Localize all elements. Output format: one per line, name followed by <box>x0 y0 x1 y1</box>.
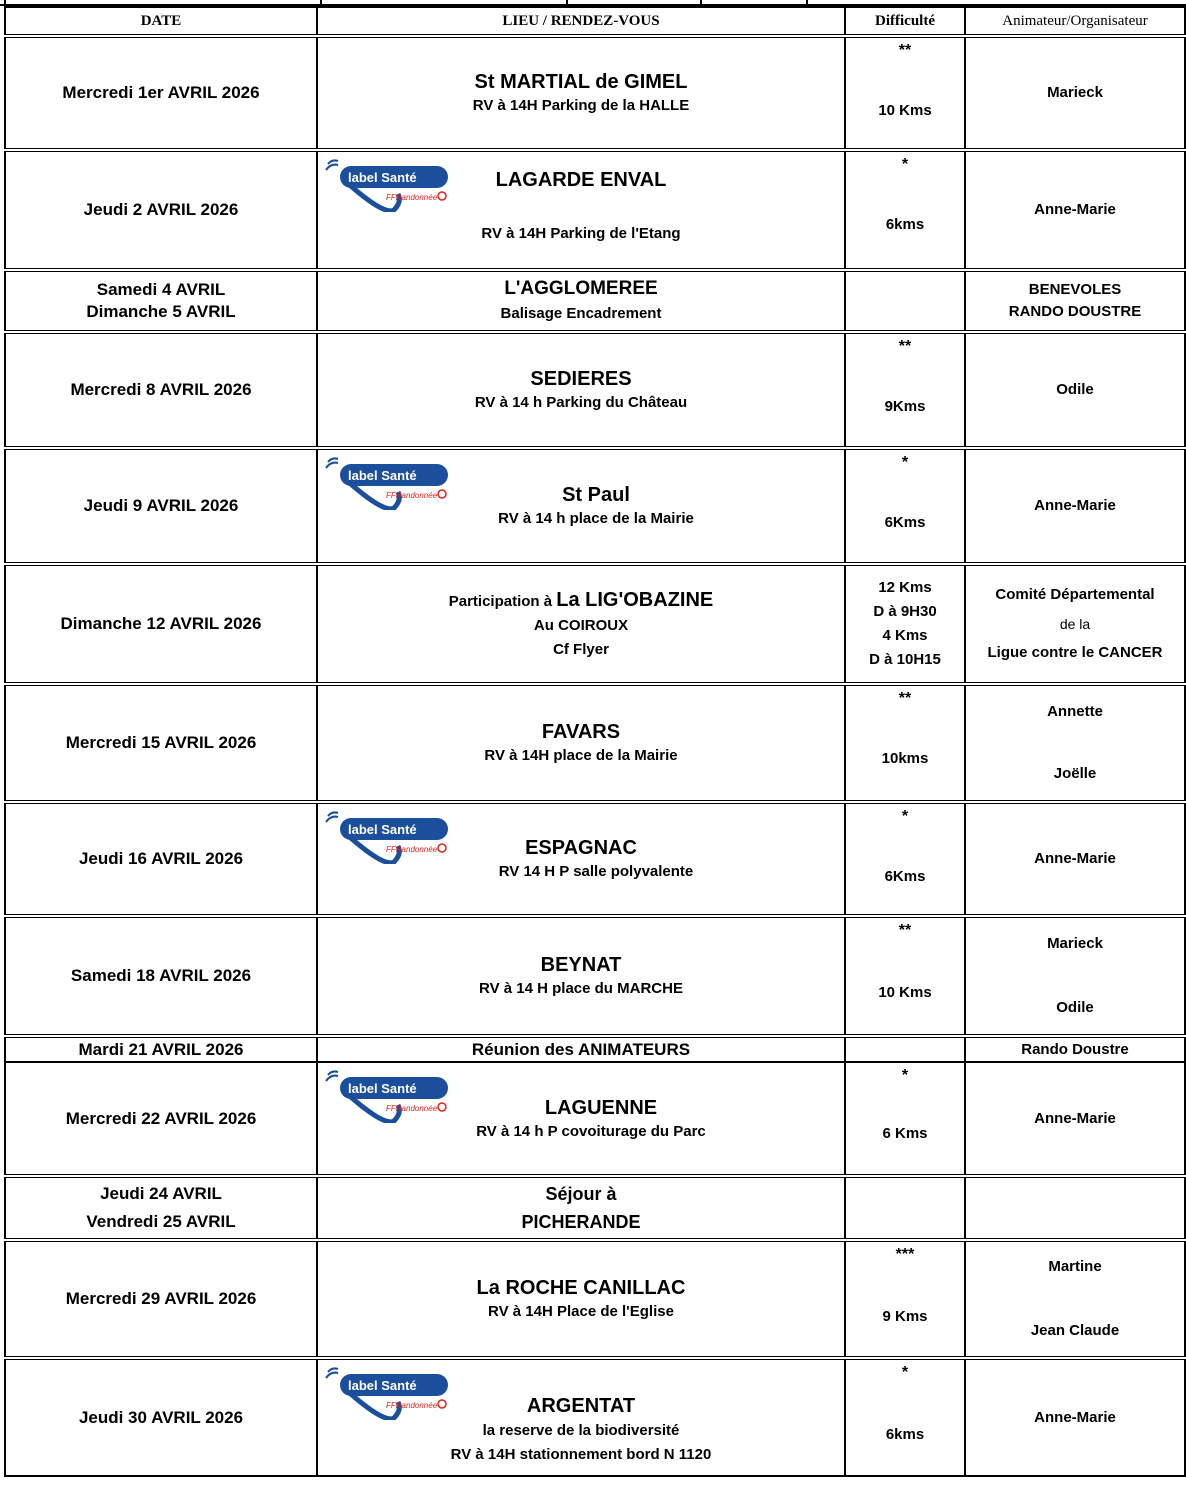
date-cell <box>5 802 317 916</box>
animateur-name: Marieck <box>1047 935 1103 952</box>
lieu-cell <box>317 802 845 916</box>
date-cell <box>5 36 317 150</box>
date-text: Mercredi 1er AVRIL 2026 <box>62 83 260 102</box>
difficulty-cell <box>845 916 965 1036</box>
header-date: DATE <box>5 7 317 36</box>
animateur-name: Anne-Marie <box>1034 1408 1116 1426</box>
label-sante-logo <box>324 456 454 510</box>
difficulty-cell <box>845 802 965 916</box>
rendezvous-text: RV à 14H Place de l'Eglise <box>488 1303 674 1320</box>
distance-text: 6 Kms <box>882 1125 928 1142</box>
rendezvous-text: RV à 14H Parking de l'Etang <box>481 225 681 242</box>
date-cell <box>5 564 317 684</box>
animateur-name: Joëlle <box>1053 765 1097 782</box>
table-row <box>5 270 1185 332</box>
date-cell <box>5 1036 317 1062</box>
animateur-name: Anne-Marie <box>1034 1109 1116 1127</box>
rendezvous-text: RV 14 H P salle polyvalente <box>498 863 694 880</box>
table-row <box>5 564 1185 684</box>
lieu-cell <box>317 564 845 684</box>
place-name: St Paul <box>562 484 630 506</box>
distance-text: 6kms <box>885 1426 925 1443</box>
logo-text: label Santé <box>348 822 417 837</box>
difficulty-cell <box>845 332 965 448</box>
animateur-name: Jean Claude <box>1030 1322 1120 1339</box>
lieu-cell <box>317 270 845 332</box>
date-text: Mercredi 15 AVRIL 2026 <box>65 733 257 752</box>
date-cell <box>5 1358 317 1476</box>
difficulty-cell <box>845 36 965 150</box>
animateur-cell <box>965 564 1185 684</box>
logo-subtext: FFRandonnée <box>386 1104 438 1113</box>
difficulty-cell <box>845 684 965 802</box>
distance-text: 6Kms <box>884 514 926 531</box>
table-row <box>5 684 1185 802</box>
lieu-cell <box>317 332 845 448</box>
date-text: Mardi 21 AVRIL 2026 <box>78 1039 244 1059</box>
header-row <box>5 7 1185 36</box>
difficulty-stars: *** <box>895 1246 915 1263</box>
animateur-cell <box>965 150 1185 270</box>
place-name: ARGENTAT <box>526 1394 636 1417</box>
rendezvous-text: Balisage Encadrement <box>500 305 662 322</box>
difficulty-stars: ** <box>898 338 912 355</box>
place-name: Réunion des ANIMATEURS <box>471 1039 691 1059</box>
label-sante-logo <box>324 810 454 864</box>
animateur-name: Annette <box>1047 703 1103 720</box>
animateur-cell <box>965 916 1185 1036</box>
animateur-cell <box>965 1036 1185 1062</box>
animateur-cell <box>965 270 1185 332</box>
animateur-cell <box>965 1358 1185 1476</box>
animateur-name: Marieck <box>1047 84 1103 101</box>
date-text: Vendredi 25 AVRIL <box>86 1212 236 1231</box>
lieu-cell <box>317 1240 845 1358</box>
place-name: FAVARS <box>541 721 621 743</box>
animateur-cell <box>965 36 1185 150</box>
difficulty-cell <box>845 1358 965 1476</box>
difficulty-cell <box>845 564 965 684</box>
logo-subtext: FFRandonnée <box>386 1401 438 1410</box>
table-row <box>5 802 1185 916</box>
rendezvous-text: RV à 14 H place du MARCHE <box>479 980 683 997</box>
date-text: Samedi 18 AVRIL 2026 <box>70 966 252 985</box>
date-cell <box>5 684 317 802</box>
date-cell <box>5 448 317 564</box>
lieu-cell <box>317 684 845 802</box>
place-name: L'AGGLOMEREE <box>504 278 658 299</box>
difficulty-line: D à 9H30 <box>873 603 937 620</box>
animateur-name: Anne-Marie <box>1034 201 1116 218</box>
animateur-cell <box>965 802 1185 916</box>
date-cell <box>5 1176 317 1240</box>
rendezvous-note: RV à 14H stationnement bord N 1120 <box>450 1445 712 1463</box>
date-cell <box>5 332 317 448</box>
place-name: SEDIERES <box>530 368 632 390</box>
difficulty-cell <box>845 1176 965 1240</box>
logo-subtext: FFRandonnée <box>386 193 438 202</box>
animateur-name: Odile <box>1056 381 1094 398</box>
table-row <box>5 1240 1185 1358</box>
animateur-cell <box>965 684 1185 802</box>
difficulty-stars: * <box>901 808 909 825</box>
distance-text: 9 Kms <box>882 1308 928 1325</box>
lieu-cell <box>317 916 845 1036</box>
difficulty-line: 12 Kms <box>878 579 932 596</box>
rendezvous-text: RV à 14 h P covoiturage du Parc <box>476 1122 706 1140</box>
date-cell <box>5 1062 317 1176</box>
place-name: St MARTIAL de GIMEL <box>474 71 688 93</box>
difficulty-cell <box>845 1062 965 1176</box>
rendezvous-text: RV à 14 h Parking du Château <box>474 394 688 411</box>
animateur-cell <box>965 1062 1185 1176</box>
place-name: BEYNAT <box>540 954 622 976</box>
table-row <box>5 332 1185 448</box>
date-text: Samedi 4 AVRIL <box>96 280 226 299</box>
lieu-cell <box>317 1062 845 1176</box>
date-text: Jeudi 30 AVRIL 2026 <box>78 1407 244 1427</box>
animateur-line: Comité Départemental <box>995 586 1155 603</box>
table-row <box>5 1062 1185 1176</box>
animateur-name: BENEVOLES <box>1028 281 1122 298</box>
difficulty-stars: ** <box>898 922 912 939</box>
place-name: LAGUENNE <box>544 1096 658 1119</box>
logo-text: label Santé <box>348 170 417 185</box>
lieu-cell <box>317 1358 845 1476</box>
place-name: La LIG'OBAZINE <box>556 588 714 611</box>
header-animateur: Animateur/Organisateur <box>965 7 1185 36</box>
difficulty-line: 4 Kms <box>882 627 928 644</box>
logo-subtext: FFRandonnée <box>386 491 438 500</box>
animateur-cell <box>965 448 1185 564</box>
logo-text: label Santé <box>348 1081 417 1096</box>
date-text: Dimanche 12 AVRIL 2026 <box>60 614 262 633</box>
date-cell <box>5 150 317 270</box>
place-name: La ROCHE CANILLAC <box>476 1277 686 1299</box>
lieu-cell <box>317 36 845 150</box>
animateur-line: de la <box>1059 616 1091 632</box>
table-row <box>5 36 1185 150</box>
logo-text: label Santé <box>348 468 417 483</box>
distance-text: 10 Kms <box>878 102 932 119</box>
rendezvous-text: RV à 14H Parking de la HALLE <box>472 97 690 114</box>
label-sante-logo <box>324 1069 454 1123</box>
animateur-cell <box>965 332 1185 448</box>
table-row <box>5 150 1185 270</box>
place-prefix: Participation à <box>448 592 557 610</box>
animateur-name: Anne-Marie <box>1034 497 1116 514</box>
difficulty-cell <box>845 270 965 332</box>
table-row <box>5 1358 1185 1476</box>
label-sante-logo <box>324 1366 454 1420</box>
date-text: Dimanche 5 AVRIL <box>86 302 236 321</box>
rendezvous-note: Cf Flyer <box>553 640 609 658</box>
difficulty-stars: * <box>901 1067 909 1084</box>
date-text: Jeudi 24 AVRIL <box>100 1184 222 1203</box>
animateur-cell <box>965 1176 1185 1240</box>
difficulty-cell <box>845 1036 965 1062</box>
difficulty-stars: ** <box>898 42 912 59</box>
date-cell <box>5 270 317 332</box>
animateur-name: Odile <box>1056 999 1094 1016</box>
lieu-cell <box>317 150 845 270</box>
lieu-cell <box>317 448 845 564</box>
rendezvous-text: RV à 14 h place de la Mairie <box>498 510 694 527</box>
lieu-cell <box>317 1036 845 1062</box>
distance-text: 10 Kms <box>878 984 932 1001</box>
label-sante-logo <box>324 158 454 212</box>
date-text: Mercredi 22 AVRIL 2026 <box>65 1108 257 1128</box>
schedule-table <box>4 6 1186 1477</box>
table-row <box>5 448 1185 564</box>
difficulty-stars: * <box>901 454 909 471</box>
difficulty-line: D à 10H15 <box>869 651 941 668</box>
table-row <box>5 1176 1185 1240</box>
date-text: Jeudi 2 AVRIL 2026 <box>83 200 239 219</box>
date-text: Mercredi 8 AVRIL 2026 <box>70 380 252 399</box>
distance-text: 6Kms <box>884 868 926 885</box>
header-lieu: LIEU / RENDEZ-VOUS <box>317 7 845 36</box>
difficulty-cell <box>845 150 965 270</box>
date-text: Jeudi 16 AVRIL 2026 <box>78 849 244 868</box>
logo-text: label Santé <box>348 1378 417 1393</box>
difficulty-stars: * <box>901 1364 909 1381</box>
animateur-name: RANDO DOUSTRE <box>1008 303 1142 320</box>
date-text: Mercredi 29 AVRIL 2026 <box>65 1289 257 1308</box>
rendezvous-text: RV à 14H place de la Mairie <box>484 747 678 764</box>
date-cell <box>5 1240 317 1358</box>
place-name: Séjour à <box>545 1184 617 1204</box>
rendezvous-text: la reserve de la biodiversité <box>482 1421 680 1439</box>
difficulty-cell <box>845 1240 965 1358</box>
rendezvous-text: Au COIROUX <box>533 616 629 634</box>
animateur-name: Anne-Marie <box>1034 850 1116 867</box>
animateur-name: Rando Doustre <box>1021 1040 1129 1058</box>
difficulty-stars: ** <box>898 690 912 707</box>
table-row <box>5 1036 1185 1062</box>
date-text: Jeudi 9 AVRIL 2026 <box>83 496 239 515</box>
place-name-line2: PICHERANDE <box>521 1212 641 1232</box>
lieu-cell <box>317 1176 845 1240</box>
distance-text: 9Kms <box>884 398 926 415</box>
difficulty-cell <box>845 448 965 564</box>
difficulty-stars: * <box>901 156 909 173</box>
header-difficulte: Difficulté <box>845 7 965 36</box>
logo-subtext: FFRandonnée <box>386 845 438 854</box>
animateur-name: Martine <box>1048 1258 1102 1275</box>
animateur-line: Ligue contre le CANCER <box>987 644 1163 661</box>
distance-text: 6kms <box>885 216 925 233</box>
place-name: LAGARDE ENVAL <box>495 169 667 191</box>
distance-text: 10kms <box>881 750 929 767</box>
animateur-cell <box>965 1240 1185 1358</box>
table-row <box>5 916 1185 1036</box>
date-cell <box>5 916 317 1036</box>
place-name: ESPAGNAC <box>525 837 637 859</box>
